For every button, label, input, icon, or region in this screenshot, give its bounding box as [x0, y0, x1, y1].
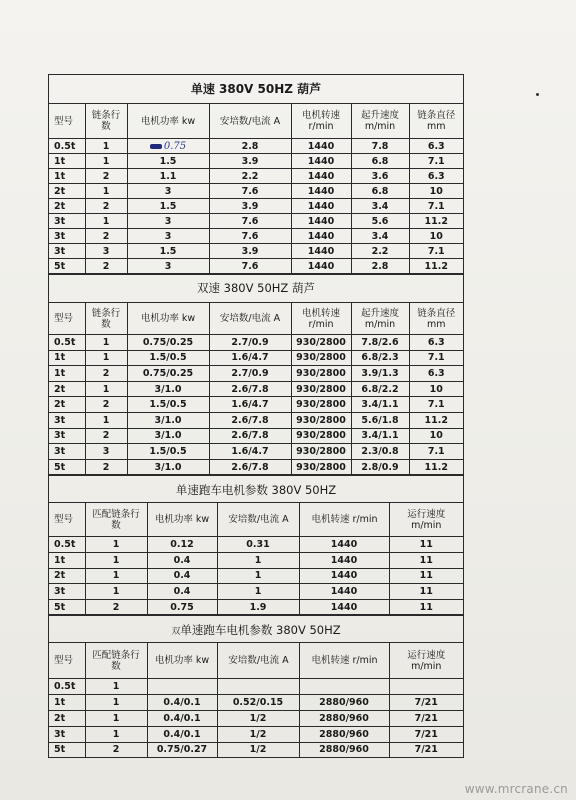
cell-motor-power: 1.5/0.5: [127, 444, 209, 460]
cell-chain-diameter: 6.3: [409, 169, 463, 184]
header-model: 型号: [49, 503, 85, 537]
cell-travel-speed: 7/21: [389, 695, 463, 711]
cell-model: 1t: [49, 169, 85, 184]
cell-lifting-speed: 6.8/2.3: [351, 350, 409, 366]
cell-model: 3t: [49, 229, 85, 244]
cell-motor-speed: 930/2800: [291, 366, 351, 382]
cell-model: 0.5t: [49, 537, 85, 553]
cell-chain-falls: 1: [85, 184, 127, 199]
cell-chain-falls: 2: [85, 599, 147, 615]
cell-chain-falls: 1: [85, 154, 127, 169]
table-row: [49, 537, 463, 553]
cell-model: 3t: [49, 244, 85, 259]
cell-lifting-speed: 3.4: [351, 229, 409, 244]
cell-motor-power: 3/1.0: [127, 412, 209, 428]
table-dual-speed-trolley: [49, 642, 463, 758]
table-row: [49, 412, 463, 428]
header-current: 安培数/电流 A: [217, 503, 299, 537]
cell-lifting-speed: 6.8/2.2: [351, 381, 409, 397]
table-row: [49, 154, 463, 169]
cell-chain-falls: 1: [85, 335, 127, 351]
cell-motor-speed: 930/2800: [291, 381, 351, 397]
cell-chain-diameter: 7.1: [409, 199, 463, 214]
header-motor-power: 电机功率 kw: [127, 303, 209, 335]
header-current: 安培数/电流 A: [209, 303, 291, 335]
handwritten-prefix-mark: 双: [171, 627, 181, 638]
cell-chain-diameter: 6.3: [409, 366, 463, 382]
table-row: [49, 259, 463, 274]
cell-current: 7.6: [209, 184, 291, 199]
cell-lifting-speed: 7.8: [351, 139, 409, 154]
table-row: [49, 199, 463, 214]
cell-model: 3t: [49, 444, 85, 460]
cell-current: 1/2: [217, 742, 299, 758]
cell-motor-power: 3/1.0: [127, 381, 209, 397]
cell-motor-power: 0.4/0.1: [147, 695, 217, 711]
cell-current: 1.6/4.7: [209, 444, 291, 460]
header-motor-speed: 电机转速 r/min: [299, 503, 389, 537]
cell-chain-falls: 2: [85, 229, 127, 244]
cell-model: 3t: [49, 428, 85, 444]
table-row: [49, 726, 463, 742]
table-single-speed-trolley: [49, 502, 463, 615]
cell-current: 2.8: [209, 139, 291, 154]
cell-model: 0.5t: [49, 335, 85, 351]
cell-chain-diameter: 10: [409, 381, 463, 397]
cell-chain-falls: 1: [85, 139, 127, 154]
cell-motor-power: 3: [127, 184, 209, 199]
header-model: 型号: [49, 104, 85, 139]
cell-chain-diameter: 11.2: [409, 459, 463, 475]
cell-motor-speed: 1440: [291, 154, 351, 169]
cell-model: 5t: [49, 599, 85, 615]
table-row: [49, 679, 463, 695]
cell-current: 2.6/7.8: [209, 459, 291, 475]
header-chain-diameter: 链条直径 mm: [409, 303, 463, 335]
table-row: [49, 397, 463, 413]
cell-current: 2.2: [209, 169, 291, 184]
cell-current: 7.6: [209, 259, 291, 274]
cell-chain-diameter: 10: [409, 229, 463, 244]
table-row: [49, 244, 463, 259]
cell-motor-speed: 2880/960: [299, 695, 389, 711]
cell-motor-power: 0.75/0.25: [127, 335, 209, 351]
table-row: [49, 552, 463, 568]
cell-lifting-speed: 3.4/1.1: [351, 428, 409, 444]
cell-chain-falls: 1: [85, 695, 147, 711]
cell-motor-speed: 1440: [299, 584, 389, 600]
header-motor-speed: 电机转速 r/min: [291, 303, 351, 335]
handwritten-value: 0.75: [163, 140, 187, 152]
cell-motor-power: 0.75: [147, 599, 217, 615]
table-row: [49, 366, 463, 382]
cell-current: 3.9: [209, 154, 291, 169]
cell-model: 1t: [49, 695, 85, 711]
table-row: [49, 599, 463, 615]
table-row: [49, 139, 463, 154]
header-chain-falls: 链条行数: [85, 303, 127, 335]
cell-motor-speed: 1440: [291, 139, 351, 154]
cell-motor-power: 1.1: [127, 169, 209, 184]
table-row: [49, 169, 463, 184]
cell-lifting-speed: 2.8/0.9: [351, 459, 409, 475]
watermark: www.mrcrane.cn: [464, 782, 568, 796]
cell-lifting-speed: 2.2: [351, 244, 409, 259]
cell-model: 0.5t: [49, 679, 85, 695]
cell-travel-speed: 11: [389, 552, 463, 568]
header-travel-speed: 运行速度 m/min: [389, 503, 463, 537]
table-row: [49, 229, 463, 244]
cell-lifting-speed: 6.8: [351, 154, 409, 169]
cell-current: 7.6: [209, 229, 291, 244]
cell-chain-diameter: 7.1: [409, 444, 463, 460]
table-dual-speed-hoist: [49, 302, 463, 475]
cell-motor-power: 0.75/0.27: [147, 742, 217, 758]
cell-motor-power: 1.5: [127, 244, 209, 259]
cell-motor-speed: 930/2800: [291, 412, 351, 428]
header-model: 型号: [49, 303, 85, 335]
cell-travel-speed: 7/21: [389, 710, 463, 726]
cell-chain-falls: 1: [85, 726, 147, 742]
cell-motor-speed: 930/2800: [291, 335, 351, 351]
cell-travel-speed: 11: [389, 537, 463, 553]
cell-chain-falls: 3: [85, 444, 127, 460]
header-motor-power: 电机功率 kw: [147, 503, 217, 537]
cell-motor-speed: 930/2800: [291, 459, 351, 475]
cell-lifting-speed: 7.8/2.6: [351, 335, 409, 351]
table-row: [49, 335, 463, 351]
cell-model: 3t: [49, 412, 85, 428]
cell-current: 2.6/7.8: [209, 381, 291, 397]
header-travel-speed: 运行速度 m/min: [389, 643, 463, 679]
section-title-dual-speed-hoist: 双速 380V 50HZ 葫芦: [49, 274, 463, 302]
header-model: 型号: [49, 643, 85, 679]
cell-travel-speed: [389, 679, 463, 695]
cell-motor-speed: 930/2800: [291, 397, 351, 413]
cell-model: 2t: [49, 568, 85, 584]
header-matching-chain-falls: 匹配链条行数: [85, 503, 147, 537]
cell-motor-speed: 1440: [291, 259, 351, 274]
cell-motor-power: 3: [127, 259, 209, 274]
table-row: [49, 710, 463, 726]
cell-motor-speed: 1440: [291, 229, 351, 244]
cell-current: 2.7/0.9: [209, 366, 291, 382]
table-row: [49, 568, 463, 584]
cell-travel-speed: 11: [389, 568, 463, 584]
cell-motor-speed: 1440: [291, 199, 351, 214]
cell-model: 5t: [49, 742, 85, 758]
cell-lifting-speed: 3.4/1.1: [351, 397, 409, 413]
cell-lifting-speed: 3.4: [351, 199, 409, 214]
cell-travel-speed: 11: [389, 599, 463, 615]
header-chain-falls: 链条行数: [85, 104, 127, 139]
cell-lifting-speed: 2.3/0.8: [351, 444, 409, 460]
cell-motor-power: 3: [127, 229, 209, 244]
cell-chain-falls: 2: [85, 199, 127, 214]
cell-model: 1t: [49, 350, 85, 366]
cell-current: 1/2: [217, 710, 299, 726]
cell-chain-diameter: 6.3: [409, 335, 463, 351]
header-current: 安培数/电流 A: [209, 104, 291, 139]
cell-chain-falls: 1: [85, 679, 147, 695]
section-title-dual-speed-trolley: 双单速跑车电机参数 380V 50HZ: [49, 615, 463, 642]
cell-model: 2t: [49, 397, 85, 413]
cell-current: 1/2: [217, 726, 299, 742]
table-row: [49, 214, 463, 229]
table-row: [49, 350, 463, 366]
cell-chain-falls: 1: [85, 214, 127, 229]
spec-document: [48, 74, 464, 758]
cell-travel-speed: 7/21: [389, 742, 463, 758]
cell-motor-power: 0.4/0.1: [147, 710, 217, 726]
cell-chain-diameter: 11.2: [409, 412, 463, 428]
table-row: [49, 184, 463, 199]
cell-model: 1t: [49, 552, 85, 568]
cell-lifting-speed: 3.6: [351, 169, 409, 184]
cell-motor-power: 0.75/0.25: [127, 366, 209, 382]
table-row: [49, 584, 463, 600]
cell-chain-diameter: 10: [409, 184, 463, 199]
cell-motor-speed: 1440: [291, 244, 351, 259]
cell-current: 3.9: [209, 199, 291, 214]
cell-chain-diameter: 11.2: [409, 259, 463, 274]
cell-model: 2t: [49, 199, 85, 214]
cell-chain-diameter: 11.2: [409, 214, 463, 229]
cell-motor-power: 1.5: [127, 154, 209, 169]
table-row: [49, 459, 463, 475]
cell-lifting-speed: 3.9/1.3: [351, 366, 409, 382]
cell-current: 2.7/0.9: [209, 335, 291, 351]
cell-chain-falls: 2: [85, 366, 127, 382]
cell-lifting-speed: 6.8: [351, 184, 409, 199]
cell-chain-diameter: 7.1: [409, 154, 463, 169]
cell-model: 2t: [49, 710, 85, 726]
cell-chain-falls: 1: [85, 568, 147, 584]
cell-motor-power: 0.12: [147, 537, 217, 553]
cell-motor-power: [127, 139, 209, 154]
cell-chain-falls: 2: [85, 397, 127, 413]
crossed-out-mark: [150, 144, 162, 149]
cell-chain-falls: 2: [85, 428, 127, 444]
cell-current: 1: [217, 568, 299, 584]
header-current: 安培数/电流 A: [217, 643, 299, 679]
cell-motor-speed: 1440: [291, 214, 351, 229]
cell-chain-falls: 2: [85, 259, 127, 274]
cell-motor-speed: 1440: [299, 568, 389, 584]
cell-chain-falls: 1: [85, 381, 127, 397]
cell-model: 5t: [49, 259, 85, 274]
header-motor-speed: 电机转速 r/min: [299, 643, 389, 679]
cell-motor-power: 3/1.0: [127, 428, 209, 444]
cell-current: [217, 679, 299, 695]
cell-current: 2.6/7.8: [209, 428, 291, 444]
cell-current: 1.6/4.7: [209, 397, 291, 413]
cell-model: 1t: [49, 366, 85, 382]
cell-current: 7.6: [209, 214, 291, 229]
cell-model: 2t: [49, 184, 85, 199]
section-title-single-speed-hoist: 单速 380V 50HZ 葫芦: [49, 74, 463, 103]
cell-motor-speed: 2880/960: [299, 710, 389, 726]
cell-model: 3t: [49, 726, 85, 742]
header-motor-power: 电机功率 kw: [147, 643, 217, 679]
cell-current: 1: [217, 584, 299, 600]
cell-chain-falls: 2: [85, 169, 127, 184]
section-title-single-speed-trolley: 单速跑车电机参数 380V 50HZ: [49, 475, 463, 502]
cell-model: 5t: [49, 459, 85, 475]
cell-chain-falls: 1: [85, 710, 147, 726]
cell-motor-speed: 930/2800: [291, 428, 351, 444]
cell-motor-speed: 930/2800: [291, 444, 351, 460]
header-chain-diameter: 链条直径 mm: [409, 104, 463, 139]
table-row: [49, 428, 463, 444]
cell-motor-power: 0.4: [147, 568, 217, 584]
cell-current: 2.6/7.8: [209, 412, 291, 428]
table-row: [49, 444, 463, 460]
cell-motor-speed: 2880/960: [299, 742, 389, 758]
table-single-speed-hoist: [49, 103, 463, 274]
cell-motor-speed: 1440: [291, 184, 351, 199]
header-lifting-speed: 起升速度 m/min: [351, 104, 409, 139]
cell-lifting-speed: 5.6: [351, 214, 409, 229]
cell-motor-power: [147, 679, 217, 695]
cell-motor-speed: 1440: [299, 599, 389, 615]
cell-motor-power: 1.5: [127, 199, 209, 214]
cell-current: 0.31: [217, 537, 299, 553]
cell-chain-falls: 2: [85, 742, 147, 758]
cell-chain-falls: 1: [85, 584, 147, 600]
cell-motor-power: 0.4/0.1: [147, 726, 217, 742]
cell-model: 3t: [49, 584, 85, 600]
cell-chain-diameter: 6.3: [409, 139, 463, 154]
cell-chain-diameter: 7.1: [409, 244, 463, 259]
ink-dot: [536, 93, 539, 96]
cell-current: 0.52/0.15: [217, 695, 299, 711]
table-row: [49, 695, 463, 711]
table-row: [49, 742, 463, 758]
cell-motor-speed: 930/2800: [291, 350, 351, 366]
header-matching-chain-falls: 匹配链条行数: [85, 643, 147, 679]
cell-travel-speed: 7/21: [389, 726, 463, 742]
cell-chain-diameter: 7.1: [409, 397, 463, 413]
cell-motor-power: 0.4: [147, 584, 217, 600]
cell-model: 0.5t: [49, 139, 85, 154]
cell-motor-power: 1.5/0.5: [127, 350, 209, 366]
cell-chain-diameter: 7.1: [409, 350, 463, 366]
cell-chain-falls: 1: [85, 537, 147, 553]
cell-chain-falls: 1: [85, 552, 147, 568]
cell-chain-falls: 3: [85, 244, 127, 259]
cell-motor-speed: 1440: [291, 169, 351, 184]
cell-motor-power: 1.5/0.5: [127, 397, 209, 413]
cell-motor-power: 3: [127, 214, 209, 229]
cell-lifting-speed: 5.6/1.8: [351, 412, 409, 428]
cell-chain-falls: 2: [85, 459, 127, 475]
cell-chain-falls: 1: [85, 350, 127, 366]
cell-model: 3t: [49, 214, 85, 229]
cell-travel-speed: 11: [389, 584, 463, 600]
cell-chain-diameter: 10: [409, 428, 463, 444]
table-row: [49, 381, 463, 397]
cell-current: 1.6/4.7: [209, 350, 291, 366]
cell-current: 1: [217, 552, 299, 568]
cell-chain-falls: 1: [85, 412, 127, 428]
cell-motor-power: 0.4: [147, 552, 217, 568]
cell-motor-speed: 2880/960: [299, 726, 389, 742]
cell-motor-speed: 1440: [299, 537, 389, 553]
header-motor-speed: 电机转速 r/min: [291, 104, 351, 139]
cell-model: 2t: [49, 381, 85, 397]
cell-current: 1.9: [217, 599, 299, 615]
header-motor-power: 电机功率 kw: [127, 104, 209, 139]
cell-motor-power: 3/1.0: [127, 459, 209, 475]
header-lifting-speed: 起升速度 m/min: [351, 303, 409, 335]
cell-current: 3.9: [209, 244, 291, 259]
cell-model: 1t: [49, 154, 85, 169]
cell-lifting-speed: 2.8: [351, 259, 409, 274]
cell-motor-speed: [299, 679, 389, 695]
cell-motor-speed: 1440: [299, 552, 389, 568]
